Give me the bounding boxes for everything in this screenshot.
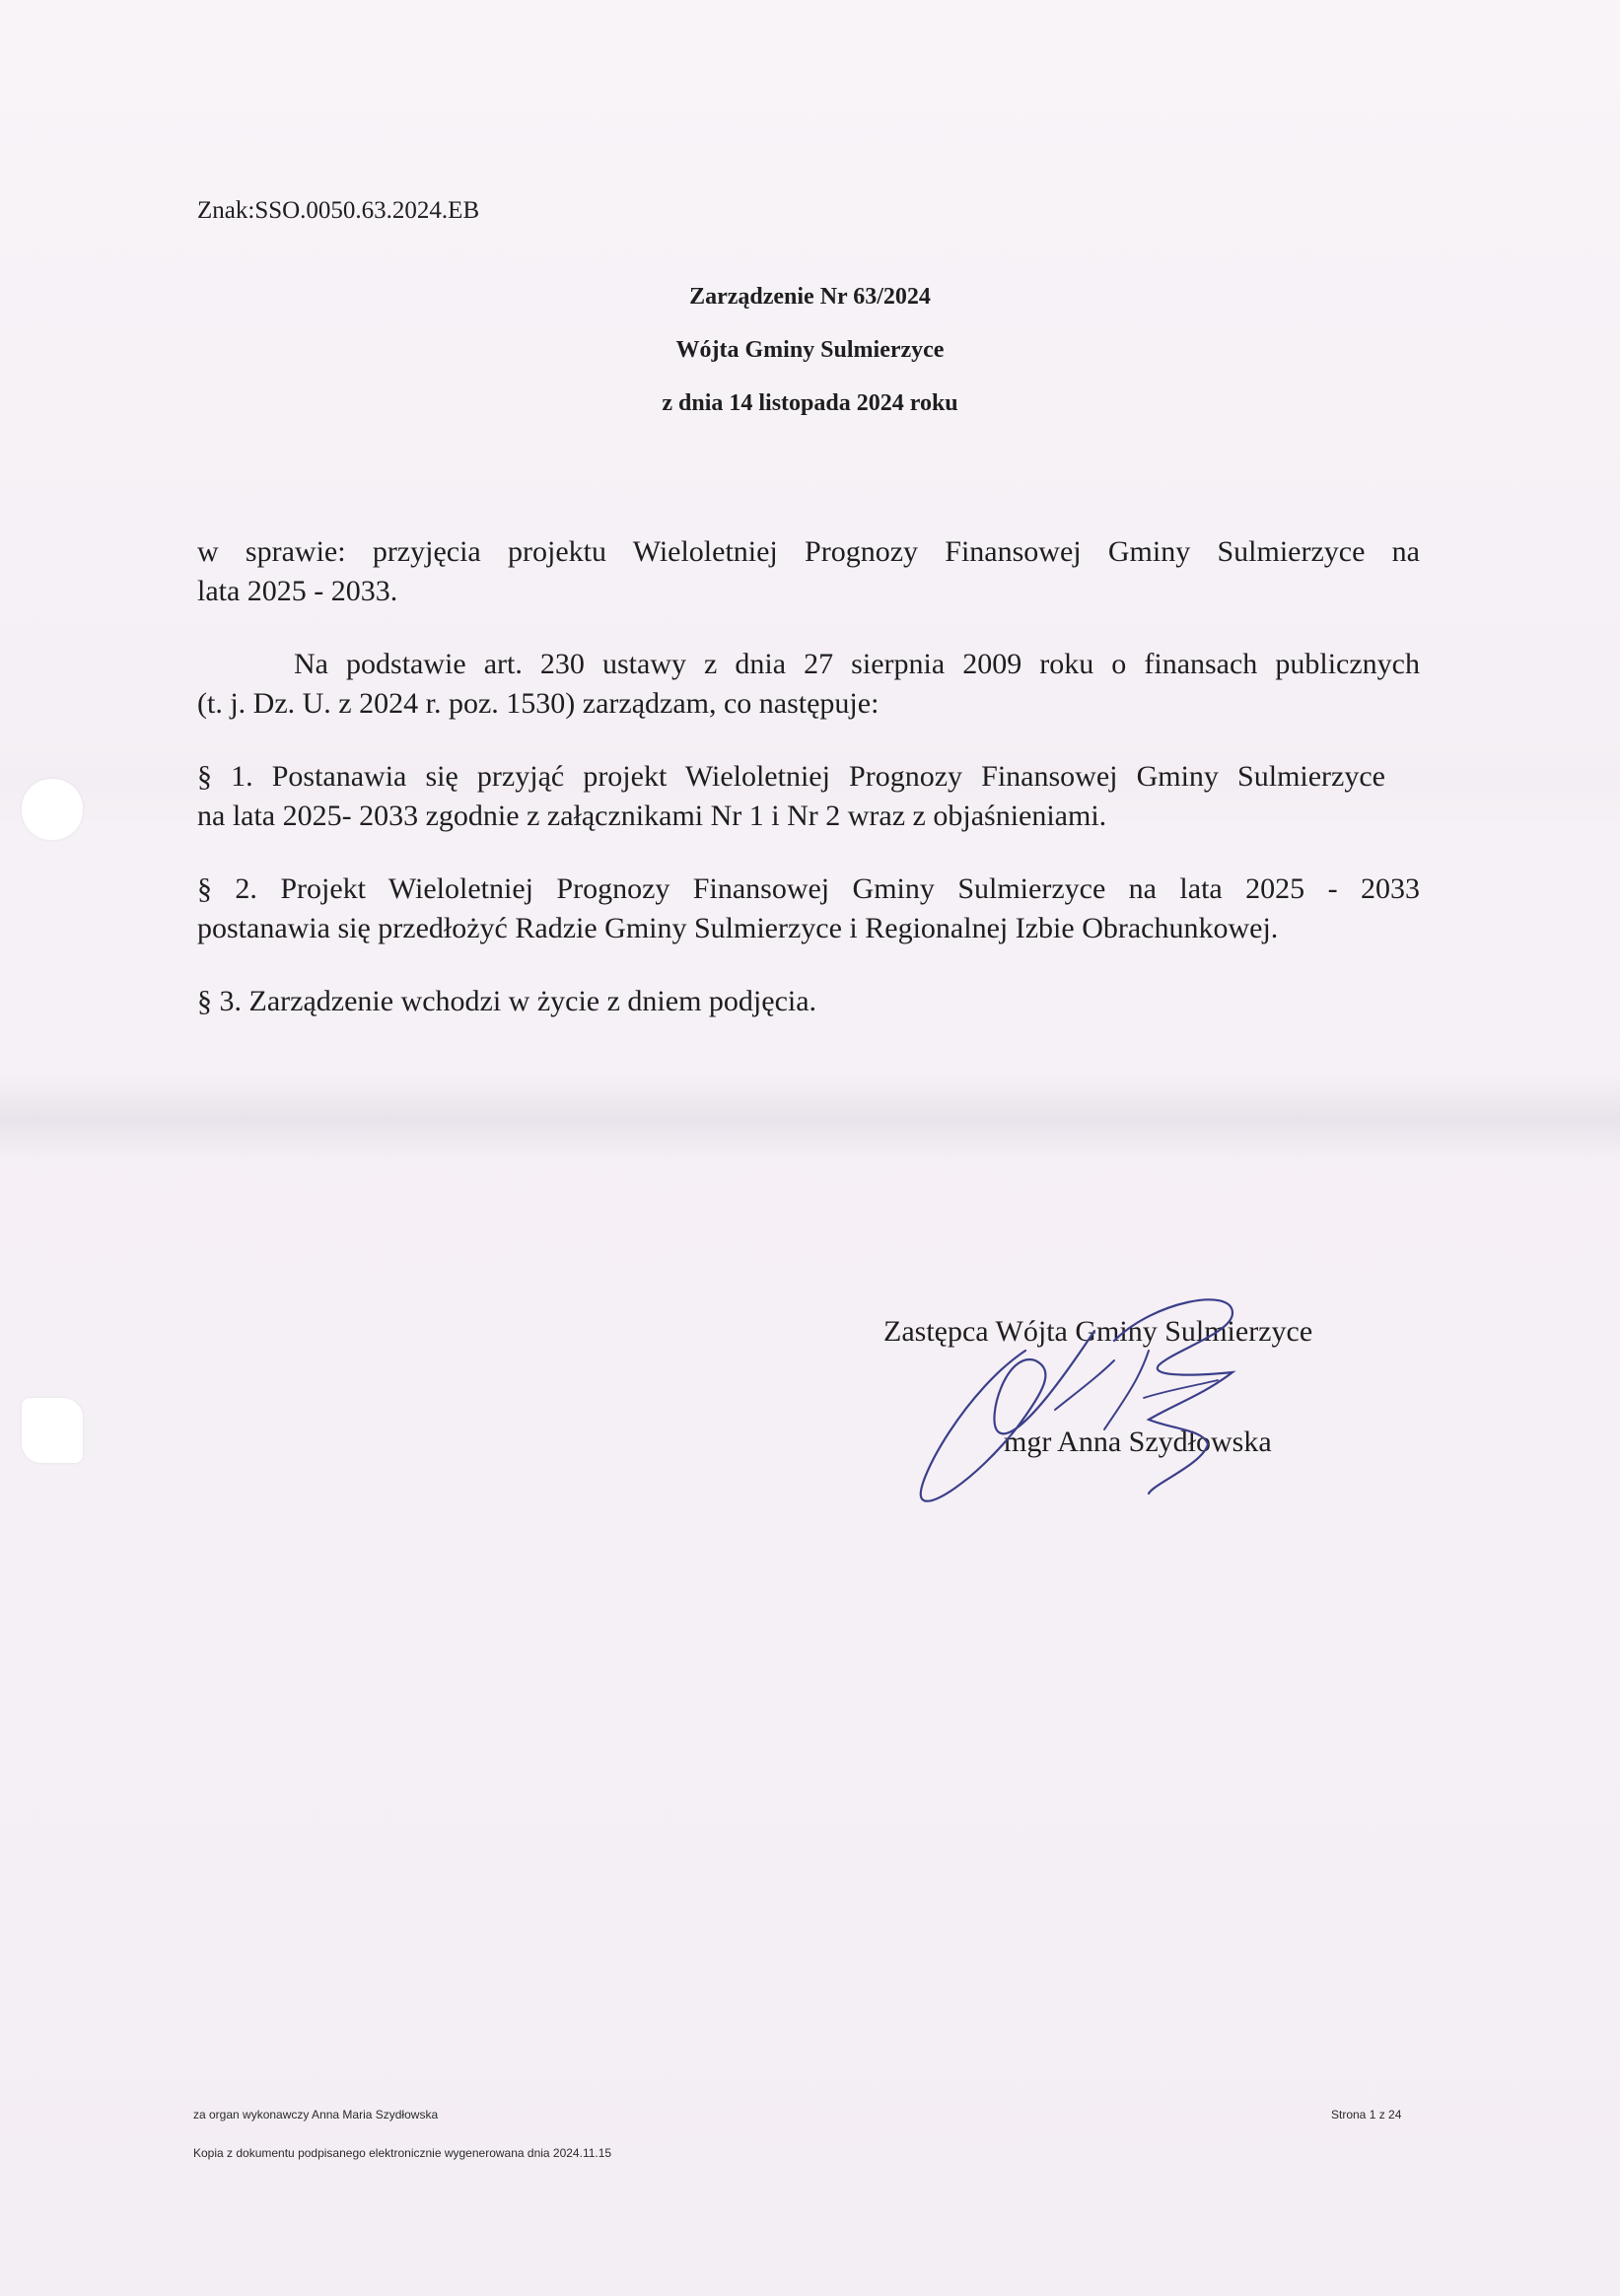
subject-line-2: lata 2025 - 2033. [197, 575, 398, 607]
title-date: z dnia 14 listopada 2024 roku [662, 390, 958, 416]
subject-paragraph [197, 532, 1420, 611]
handwritten-signature [907, 1282, 1302, 1518]
title-issuer: Wójta Gminy Sulmierzyce [675, 337, 945, 363]
punch-hole-bottom [22, 1398, 83, 1463]
section-2-paragraph [197, 870, 1420, 948]
paper-fold-shadow [0, 1075, 1620, 1163]
legal-basis-paragraph [197, 645, 1420, 724]
section-1-paragraph [197, 757, 1385, 836]
section-3-line: § 3. Zarządzenie wchodzi w życie z dniem podjęcia. [197, 985, 817, 1017]
section-2-line-2: postanawia się przedłożyć Radzie Gminy Sulmierzyce i Regionalnej Izbie Obrachunkowej. [197, 912, 1279, 944]
signatory-name: mgr Anna Szydłowska [1004, 1426, 1272, 1458]
footer-authority: za organ wykonawczy Anna Maria Szydłowska [193, 2108, 439, 2122]
subject-line-1: w sprawie: przyjęcia projektu Wieloletniej Prognozy Finansowej Gminy Sulmierzyce na [197, 535, 1420, 568]
document-reference: Znak:SSO.0050.63.2024.EB [197, 197, 480, 224]
section-1-line-1: § 1. Postanawia się przyjąć projekt Wieloletniej Prognozy Finansowej Gminy Sulmierzyce [197, 760, 1385, 793]
section-2-line-1: § 2. Projekt Wieloletniej Prognozy Finansowej Gminy Sulmierzyce na lata 2025 - 2033 [197, 872, 1420, 905]
signatory-role: Zastępca Wójta Gminy Sulmierzyce [883, 1315, 1313, 1348]
legal-basis-line-1: Na podstawie art. 230 ustawy z dnia 27 sierpnia 2009 roku o finansach publicznych [294, 648, 1420, 680]
section-1-line-2: na lata 2025- 2033 zgodnie z załącznikami Nr 1 i Nr 2 wraz z objaśnieniami. [197, 800, 1107, 832]
section-3-paragraph [197, 982, 1420, 1021]
footer-copy-note: Kopia z dokumentu podpisanego elektronicznie wygenerowana dnia 2024.11.15 [193, 2146, 612, 2160]
punch-hole-top [22, 779, 83, 840]
footer-page-number: Strona 1 z 24 [1331, 2108, 1402, 2122]
legal-basis-line-2: (t. j. Dz. U. z 2024 r. poz. 1530) zarządzam, co następuje: [197, 687, 880, 720]
title-ordinance-number: Zarządzenie Nr 63/2024 [689, 284, 931, 310]
